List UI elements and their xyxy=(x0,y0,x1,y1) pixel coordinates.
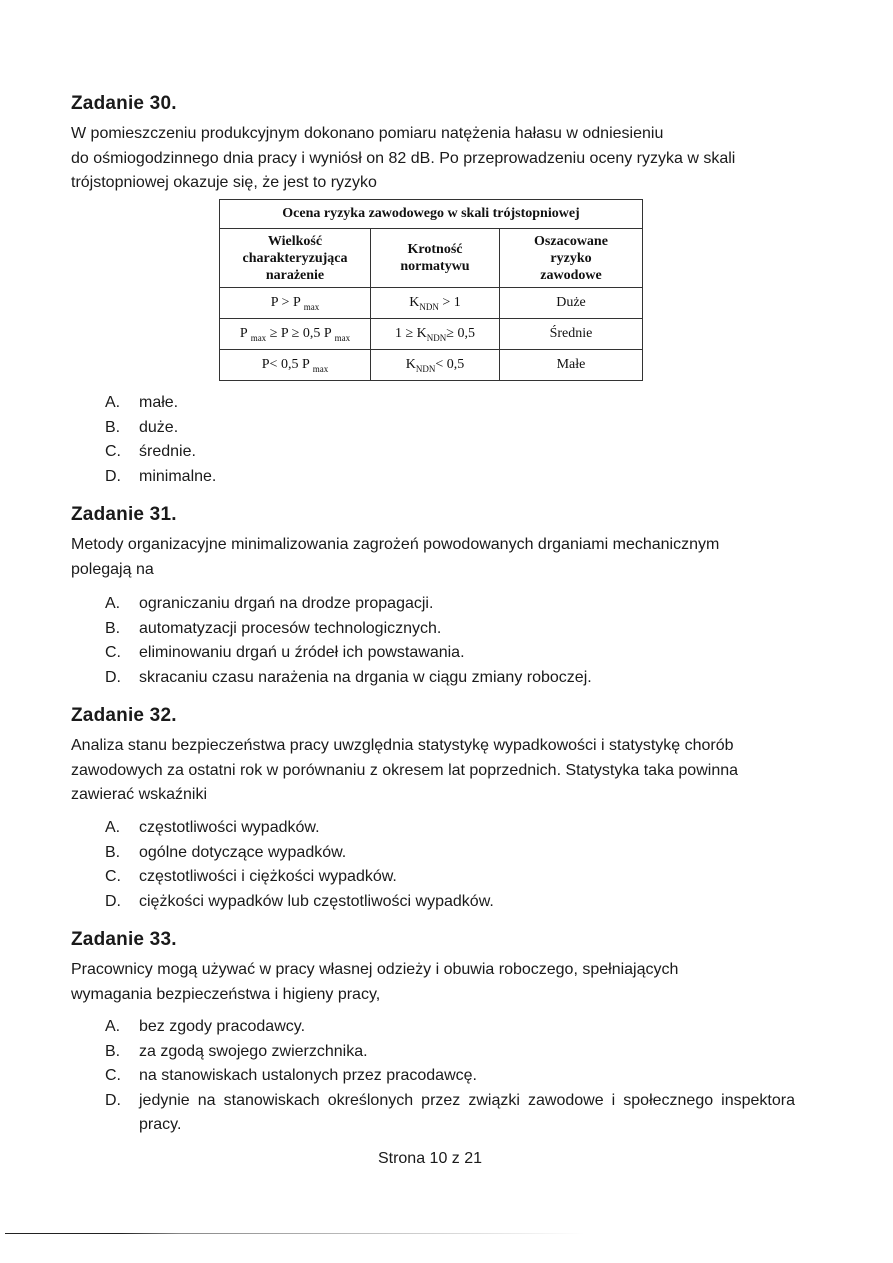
task-30-title: Zadanie 30. xyxy=(71,93,177,114)
table-row xyxy=(220,319,643,350)
risk-cell: Duże xyxy=(500,288,643,319)
question-line: Pracownicy mogą używać w pracy własnej odzieży i obuwia roboczego, spełniających xyxy=(71,961,679,978)
header-multiplicity: Krotność normatywu xyxy=(371,229,500,288)
scan-edge-line xyxy=(5,1233,585,1234)
table-row xyxy=(220,350,643,381)
answer-option[interactable]: D. ciężkości wypadków lub częstotliwości wypadków. xyxy=(105,892,494,910)
answer-option[interactable]: C. na stanowiskach ustalonych przez pracodawcę. xyxy=(105,1067,477,1084)
question-line: Metody organizacyjne minimalizowania zagrożeń powodowanych drganiami mechanicznym xyxy=(71,536,720,553)
header-exposure: Wielkość charakteryzująca narażenie xyxy=(220,229,371,288)
task-31-question xyxy=(71,533,789,582)
task-30-options xyxy=(105,391,795,489)
risk-cell: Średnie xyxy=(500,319,643,350)
answer-option[interactable]: D. jedynie na stanowiskach określonych przez związki zawodowe i społecznego inspektora pracy. xyxy=(105,1091,795,1133)
answer-option[interactable]: A. bez zgody pracodawcy. xyxy=(105,1018,306,1035)
answer-option[interactable]: C. eliminowaniu drgań u źródeł ich powstawania. xyxy=(105,644,465,661)
task-31-title: Zadanie 31. xyxy=(71,504,177,525)
risk-cell: Małe xyxy=(500,350,643,381)
answer-option[interactable]: A. częstotliwości wypadków. xyxy=(105,819,320,836)
risk-assessment-table xyxy=(219,199,643,381)
multiplicity-cell: $1 \ge K_{NDN}\ge 0,5$ xyxy=(371,319,500,350)
answer-option[interactable]: B. za zgodą swojego zwierzchnika. xyxy=(105,1042,368,1060)
answer-option[interactable]: A. małe. xyxy=(105,394,179,411)
task-32-title: Zadanie 32. xyxy=(71,705,177,726)
exposure-cell: P > P $_{max}$ xyxy=(220,288,371,319)
exposure-cell: P $_{max}$ ≥ P ≥ 0,5 P $_{max}$ xyxy=(220,319,371,350)
answer-option[interactable]: D. skracaniu czasu narażenia na drgania w ciągu zmiany roboczej. xyxy=(105,668,592,686)
header-risk: Oszacowane ryzyko zawodowe xyxy=(500,229,643,288)
page-number: Strona 10 z 21 xyxy=(377,1150,483,1167)
question-line: wymagania bezpieczeństwa i higieny pracy, xyxy=(71,985,381,1003)
answer-option[interactable]: C. średnie. xyxy=(105,443,196,460)
answer-option[interactable]: C. częstotliwości i ciężkości wypadków. xyxy=(105,868,397,885)
task-31-options xyxy=(105,592,795,690)
question-line: zawierać wskaźniki xyxy=(71,786,208,803)
answer-option[interactable]: D. minimalne. xyxy=(105,467,217,485)
table-row xyxy=(220,288,643,319)
question-line: W pomieszczeniu produkcyjnym dokonano pomiaru natężenia hałasu w odniesieniu xyxy=(71,125,664,142)
task-30-question xyxy=(71,122,789,196)
task-32-question xyxy=(71,734,789,808)
question-line: trójstopniowej okazuje się, że jest to ryzyko xyxy=(71,174,377,191)
question-line: zawodowych za ostatni rok w porównaniu z okresem lat poprzednich. Statystyka taka powinna xyxy=(71,761,739,779)
answer-option[interactable]: A. ograniczaniu drgań na drodze propagacji. xyxy=(105,595,434,612)
table-caption: Ocena ryzyka zawodowego w skali trójstopniowej xyxy=(220,200,643,229)
multiplicity-cell: $K_{NDN}< 0,5$ xyxy=(371,350,500,381)
question-line: polegają na xyxy=(71,560,154,578)
task-33-title: Zadanie 33. xyxy=(71,929,177,950)
answer-option[interactable]: B. ogólne dotyczące wypadków. xyxy=(105,843,347,861)
exposure-cell: P< 0,5 P $_{max}$ xyxy=(220,350,371,381)
task-33-options xyxy=(105,1015,795,1138)
answer-option[interactable]: B. duże. xyxy=(105,418,179,436)
task-33-question xyxy=(71,958,789,1007)
question-line: do ośmiogodzinnego dnia pracy i wyniósł on 82 dB. Po przeprowadzeniu oceny ryzyka w skali xyxy=(71,149,736,167)
answer-option[interactable]: B. automatyzacji procesów technologicznych. xyxy=(105,619,442,637)
multiplicity-cell: $K_{NDN} > 1$ xyxy=(371,288,500,319)
task-32-options xyxy=(105,816,795,914)
question-line: Analiza stanu bezpieczeństwa pracy uwzględnia statystykę wypadkowości i statystykę chorób xyxy=(71,737,734,754)
